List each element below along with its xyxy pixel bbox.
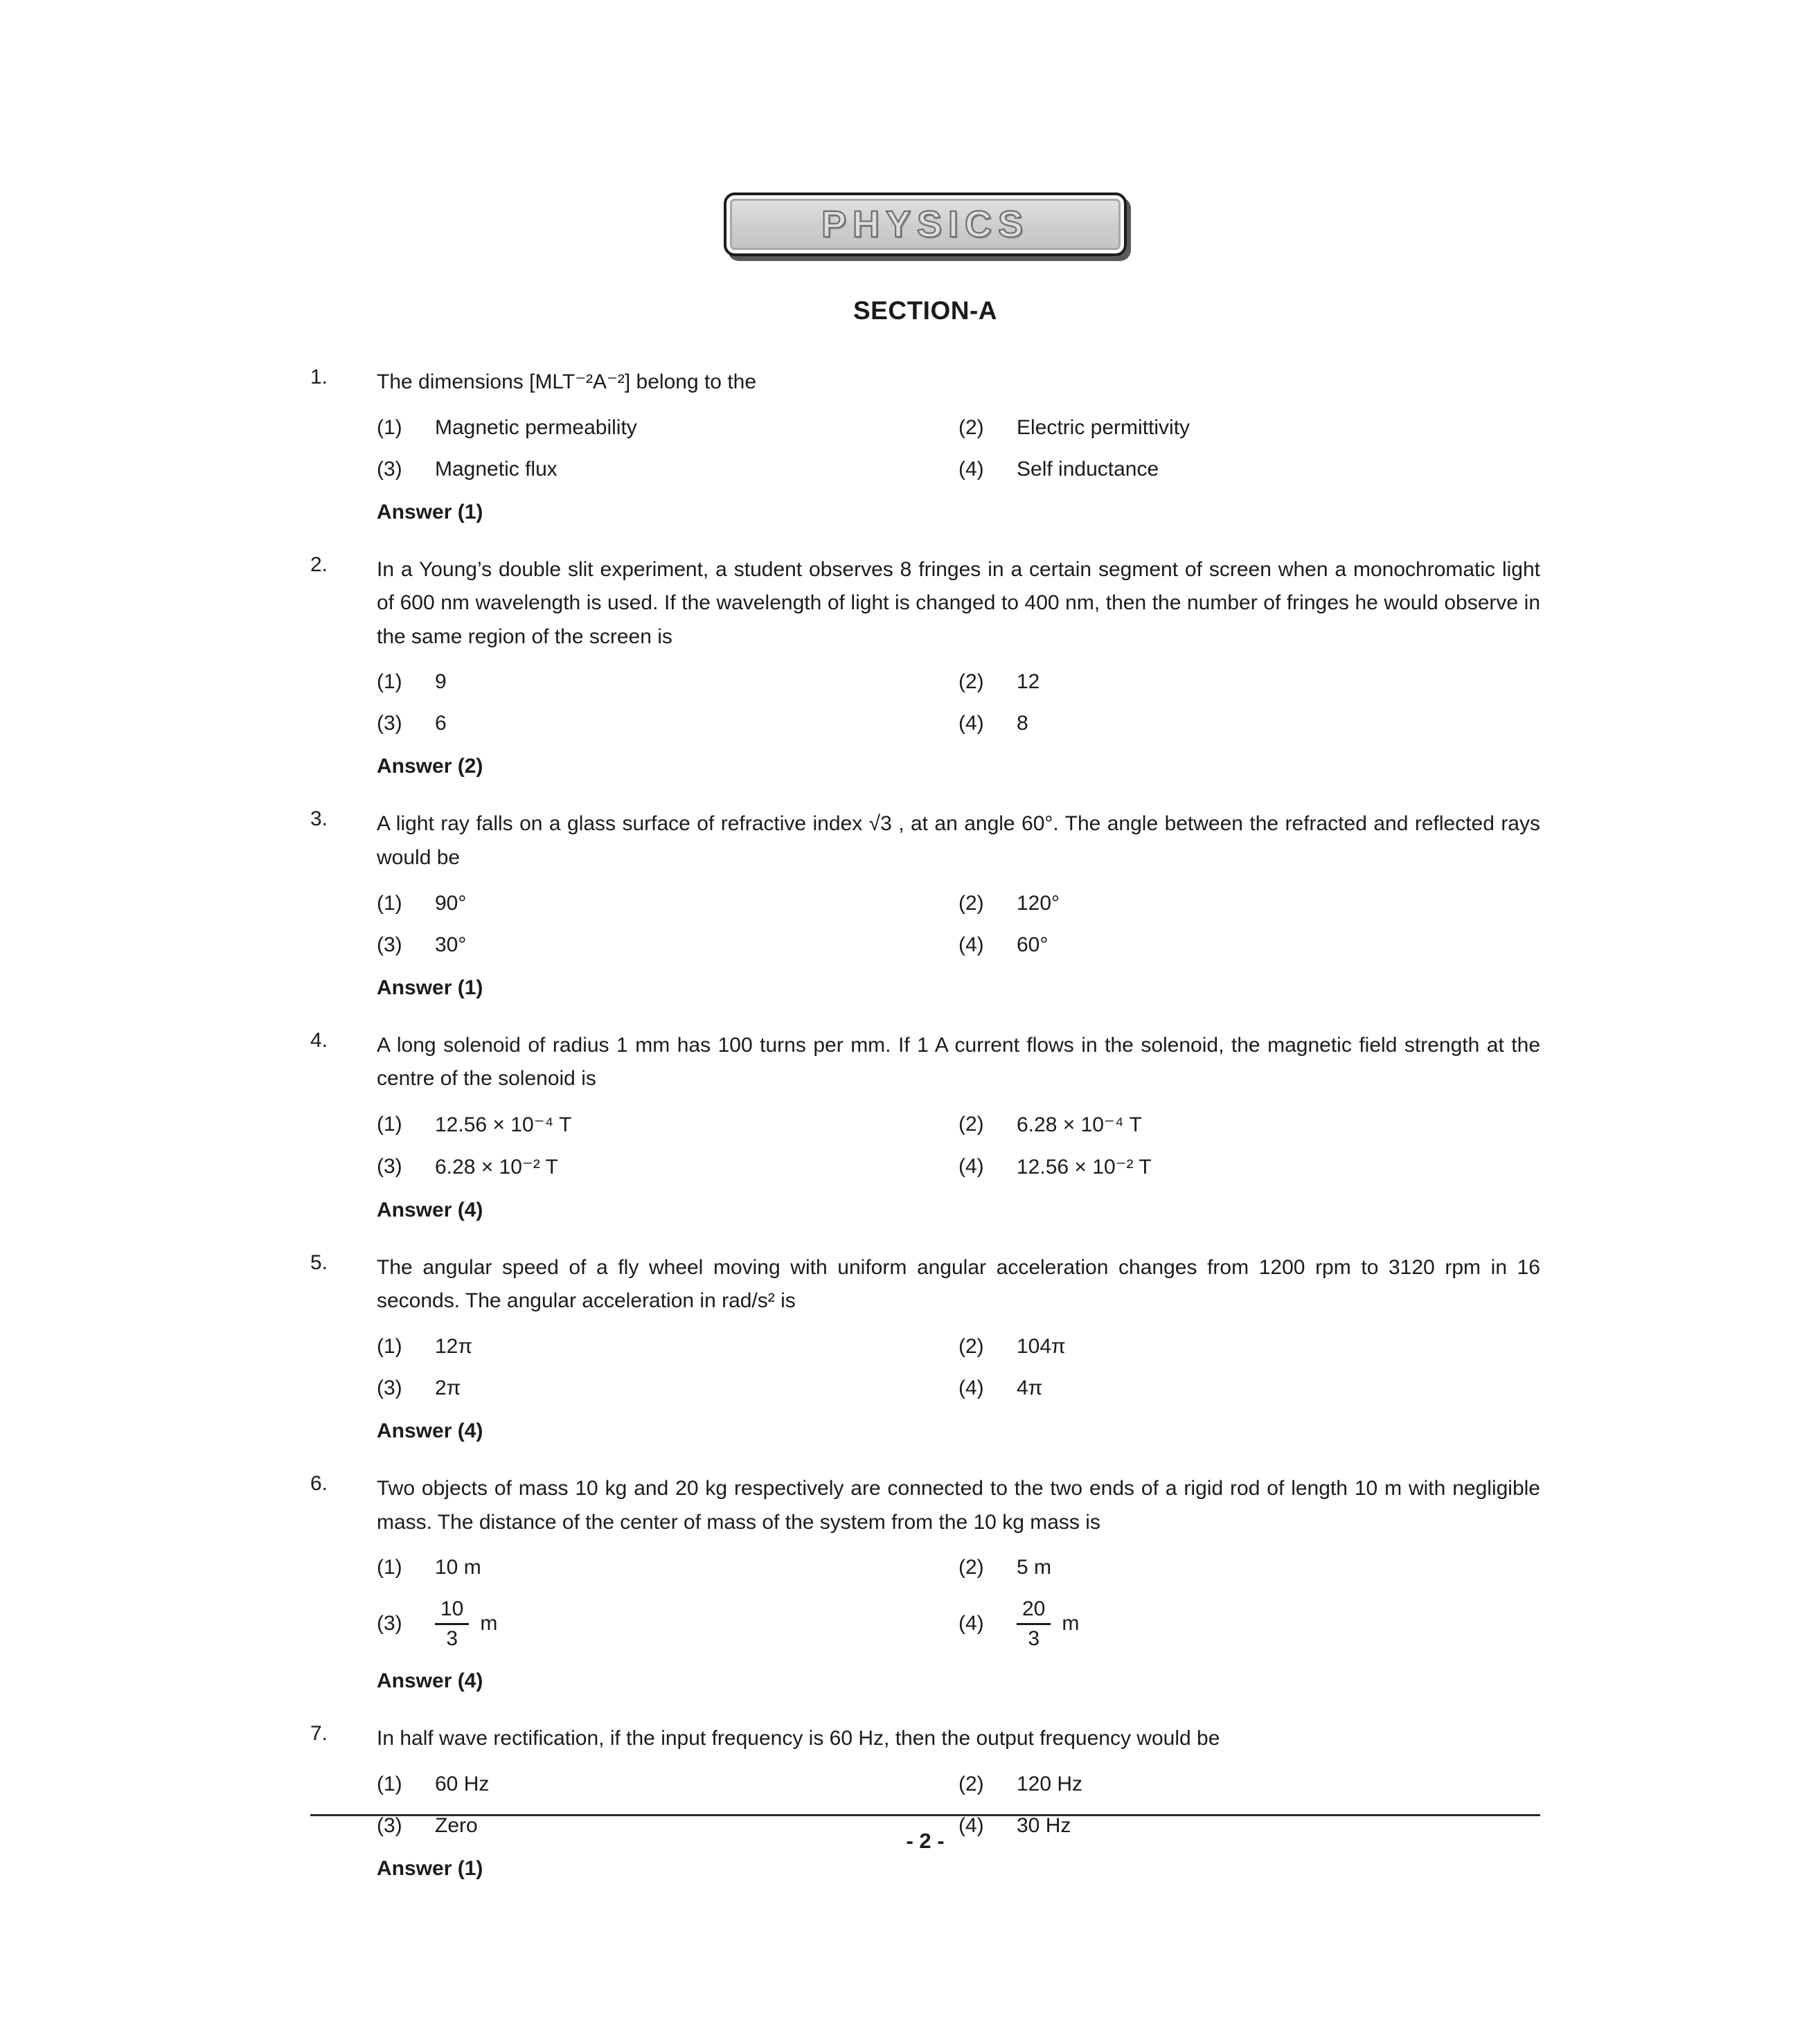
- option-label: 12.56 × 10⁻² T: [1017, 1155, 1152, 1178]
- option: [377, 1773, 958, 1796]
- question-body: [377, 1029, 1540, 1222]
- option: [958, 1556, 1540, 1579]
- question-text: In a Young’s double slit experiment, a student observes 8 fringes in a certain segment of screen when a monochromatic light of 600 nm wavelength is used. If the wavelength of light is changed to 400 nm, then the number of fringes he would observe in the same region of the screen is: [377, 557, 1540, 648]
- option: [377, 933, 958, 957]
- option-label: 60 Hz: [435, 1772, 490, 1795]
- footer-rule: [310, 1814, 1540, 1816]
- option-label: 60°: [1017, 933, 1049, 956]
- option: [958, 1597, 1540, 1650]
- option: [377, 1155, 958, 1179]
- option-number: (1): [377, 670, 402, 694]
- option-label: 90°: [435, 891, 467, 915]
- option-number: (1): [377, 1334, 402, 1358]
- option-number: (2): [958, 1556, 984, 1579]
- page-number: - 2 -: [906, 1829, 945, 1853]
- question-text: In half wave rectification, if the input frequency is 60 Hz, then the output frequency would be: [377, 1727, 1220, 1750]
- option-number: (1): [377, 1113, 402, 1136]
- question: [310, 1722, 1540, 1881]
- option-number: (1): [377, 891, 402, 915]
- fraction: [1017, 1597, 1051, 1650]
- option-number: (3): [377, 933, 402, 956]
- option-label: 104π: [1017, 1334, 1066, 1358]
- question: [310, 1472, 1540, 1693]
- option-unit: m: [480, 1612, 498, 1635]
- answer-line: Answer (1): [377, 976, 483, 999]
- option: [377, 416, 958, 440]
- option-number: (4): [958, 933, 984, 956]
- options-grid: [377, 670, 1540, 735]
- option-number: (4): [958, 457, 984, 481]
- question-number: 6.: [310, 1471, 328, 1495]
- option-number: (2): [958, 1113, 984, 1136]
- option-number: (4): [958, 1376, 984, 1399]
- question-number: 7.: [310, 1722, 328, 1746]
- question: [310, 807, 1540, 999]
- question-number: 4.: [310, 1028, 328, 1052]
- option-unit: m: [1062, 1612, 1080, 1635]
- question: [310, 1029, 1540, 1222]
- option-label: 120°: [1017, 891, 1060, 915]
- option: [377, 670, 958, 694]
- option-number: (3): [377, 457, 402, 481]
- question-number: 1.: [310, 366, 328, 388]
- option-number: (2): [958, 415, 984, 439]
- option: [377, 1556, 958, 1579]
- option: [377, 1597, 958, 1650]
- options-grid: [377, 1335, 1540, 1400]
- question-number: 3.: [310, 807, 328, 831]
- option-label: 2π: [435, 1376, 461, 1399]
- section-title: SECTION-A: [853, 296, 997, 325]
- option: [958, 712, 1540, 735]
- option-number: (4): [958, 1813, 984, 1837]
- option: [958, 1113, 1540, 1137]
- option: [377, 1335, 958, 1359]
- question: [310, 553, 1540, 779]
- option-label: Magnetic permeability: [435, 415, 637, 439]
- option-label: 6.28 × 10⁻² T: [435, 1155, 558, 1178]
- option: [377, 458, 958, 481]
- option-number: (4): [958, 1612, 984, 1635]
- page-footer: [310, 1814, 1540, 1854]
- option-label: 12.56 × 10⁻⁴ T: [435, 1113, 572, 1136]
- answer-line: Answer (2): [377, 755, 483, 778]
- option-number: (2): [958, 670, 984, 694]
- question-body: [377, 366, 1540, 524]
- option: [958, 458, 1540, 481]
- option-label: 6.28 × 10⁻⁴ T: [1017, 1113, 1142, 1136]
- option-label: 6: [435, 712, 447, 735]
- answer-line: Answer (1): [377, 500, 483, 523]
- physics-badge: [724, 192, 1127, 256]
- option-label: 12π: [435, 1334, 473, 1358]
- option-number: (3): [377, 1813, 402, 1837]
- answer-line: Answer (4): [377, 1419, 483, 1442]
- option: [377, 1113, 958, 1137]
- options-grid: [377, 1556, 1540, 1650]
- question: [310, 366, 1540, 524]
- option-number: (3): [377, 1155, 402, 1178]
- question-text: A long solenoid of radius 1 mm has 100 turns per mm. If 1 A current flows in the solenoid, the magnetic field strength at the centre of the solenoid is: [377, 1033, 1540, 1091]
- option-label: 8: [1017, 712, 1028, 735]
- option: [377, 1377, 958, 1400]
- question-body: [377, 1251, 1540, 1443]
- answer-line: Answer (4): [377, 1669, 483, 1693]
- question-number: 5.: [310, 1250, 328, 1274]
- page-content: [310, 192, 1540, 1910]
- physics-badge-label: PHYSICS: [821, 204, 1030, 245]
- option: [958, 1773, 1540, 1796]
- fraction-denominator: 3: [446, 1626, 458, 1650]
- option-label: Zero: [435, 1813, 478, 1837]
- question-body: [377, 1472, 1540, 1693]
- option-number: (2): [958, 1772, 984, 1795]
- option-number: (2): [958, 891, 984, 915]
- question-number: 2.: [310, 553, 328, 576]
- option-label: 5 m: [1017, 1556, 1052, 1579]
- answer-line: Answer (4): [377, 1198, 483, 1221]
- fraction-denominator: 3: [1028, 1626, 1040, 1650]
- option-number: (3): [377, 1376, 402, 1399]
- question-text: The angular speed of a fly wheel moving with uniform angular acceleration changes from 1200 rpm to 3120 rpm in 16 seconds. The angular acceleration in rad/s² is: [377, 1255, 1540, 1313]
- option: [958, 1155, 1540, 1179]
- option-label: 120 Hz: [1017, 1772, 1083, 1795]
- option: [958, 1335, 1540, 1359]
- option-number: (4): [958, 1155, 984, 1178]
- answer-line: Answer (1): [377, 1856, 483, 1880]
- option: [958, 933, 1540, 957]
- options-grid: [377, 892, 1540, 957]
- question-body: [377, 553, 1540, 779]
- question-text: Two objects of mass 10 kg and 20 kg respectively are connected to the two ends of a rigid rod of length 10 m with negligible mass. The distance of the center of mass of the system from the 10 kg mass is: [377, 1476, 1540, 1534]
- option-number: (2): [958, 1334, 984, 1358]
- option-number: (3): [377, 712, 402, 735]
- option-number: (1): [377, 1772, 402, 1795]
- option: [377, 892, 958, 915]
- question-body: [377, 807, 1540, 999]
- question: [310, 1251, 1540, 1443]
- option-label: 30 Hz: [1017, 1813, 1071, 1837]
- option-label: 9: [435, 670, 447, 694]
- option-number: (3): [377, 1612, 402, 1635]
- option-label: Self inductance: [1017, 457, 1159, 481]
- option: [958, 416, 1540, 440]
- option-number: (1): [377, 1556, 402, 1579]
- fraction-numerator: 10: [435, 1597, 469, 1625]
- option: [377, 712, 958, 735]
- option-label: 30°: [435, 933, 467, 956]
- question-text: The dimensions [MLT⁻²A⁻²] belong to the: [377, 370, 757, 393]
- option-label: Magnetic flux: [435, 457, 557, 481]
- option-number: (4): [958, 712, 984, 735]
- option-label: Electric permittivity: [1017, 415, 1190, 439]
- option: [958, 1377, 1540, 1400]
- options-grid: [377, 1113, 1540, 1179]
- fraction: [435, 1597, 469, 1650]
- option-label: 12: [1017, 670, 1040, 694]
- option-number: (1): [377, 415, 402, 439]
- question-body: [377, 1722, 1540, 1881]
- question-text: A light ray falls on a glass surface of refractive index √3 , at an angle 60°. The angle between the refracted and reflected rays would be: [377, 812, 1540, 869]
- option-label: 4π: [1017, 1376, 1043, 1399]
- options-grid: [377, 416, 1540, 481]
- fraction-numerator: 20: [1017, 1597, 1051, 1625]
- option: [958, 892, 1540, 915]
- option-label: 10 m: [435, 1556, 481, 1579]
- option: [958, 670, 1540, 694]
